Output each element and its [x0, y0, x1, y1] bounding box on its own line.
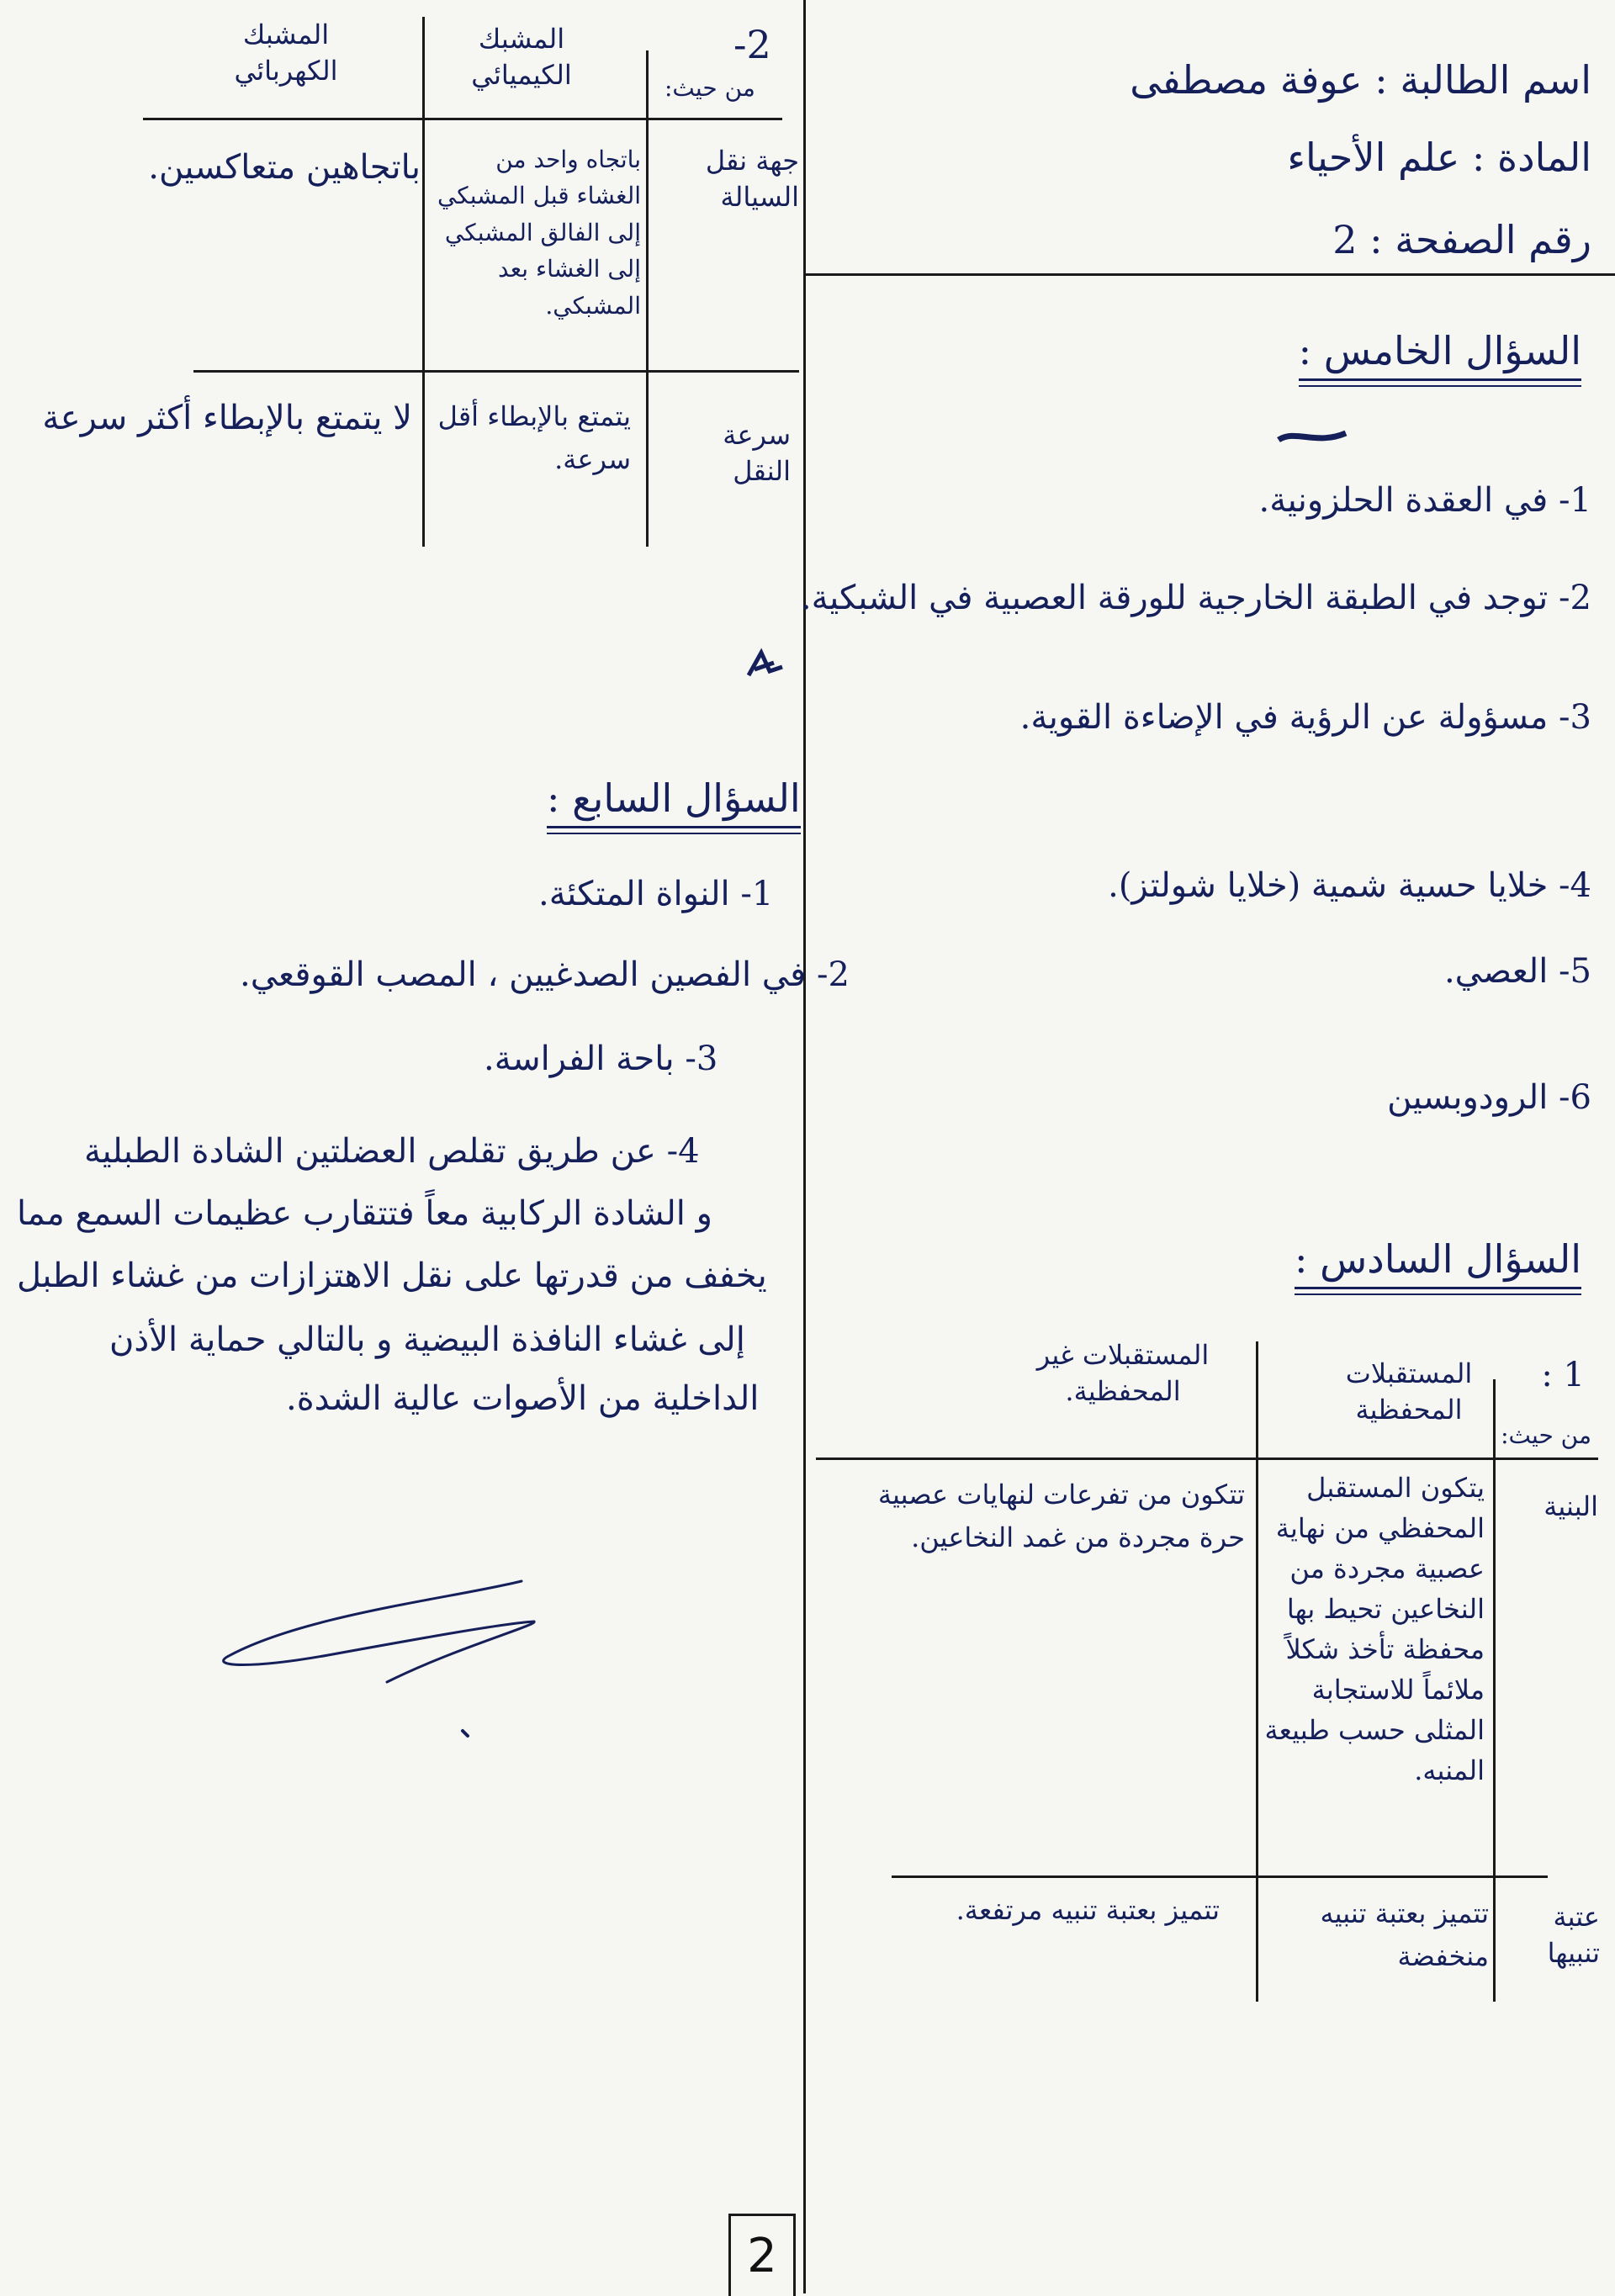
- footer-page-number: 2: [728, 2214, 796, 2296]
- q6-number: 1 :: [1541, 1356, 1585, 1394]
- subject: المادة : علم الأحياء: [1287, 135, 1591, 180]
- q7-answer-1: 1- النواة المتكئة.: [538, 875, 774, 913]
- q6-corner-label: من حيث:: [1501, 1421, 1591, 1449]
- q6-title: السؤال السادس :: [1295, 1236, 1581, 1289]
- q6-row1-adapt: يتكون المستقبل المحفظي من نهاية عصبية مجردة من النخاعين تحيط بها محفظة تأخذ شكلاً ملائماً للاستجابة المثلى حسب طبيعة المنبه.: [1264, 1472, 1485, 1786]
- q6-row1-nonadapt: تتكون من تفرعات لنهايات عصبية حرة مجردة من غمد النخاعين.: [877, 1479, 1245, 1554]
- q5-title: السؤال الخامس :: [1299, 328, 1581, 381]
- page-number-label: رقم الصفحة : 2: [1332, 217, 1591, 262]
- q6-row-line: [892, 1875, 1548, 1878]
- q-table2-vline-2: [422, 17, 425, 547]
- q-table2-row2-elec: لا يتمتع بالإبطاء أكثر سرعة: [42, 399, 412, 437]
- q5-answer-4: 4- خلايا حسية شمية (خلايا شولتز).: [1108, 866, 1591, 905]
- q7-answer-4-line-1: 4- عن طريق تقلص العضلتين الشادة الطبلية: [84, 1132, 700, 1171]
- q-table2-row2-label: سرعة النقل: [723, 419, 791, 488]
- q5-answer-6: 6- الرودوبسين: [1387, 1078, 1591, 1117]
- q6-vline-1: [1493, 1379, 1496, 2002]
- q7-answer-4-line-5: الداخلية من الأصوات عالية الشدة.: [286, 1379, 760, 1418]
- q-table2-row1-label: جهة نقل السيالة: [705, 145, 799, 214]
- q7-title: السؤال السابع :: [547, 775, 801, 828]
- column-divider: [803, 0, 806, 2293]
- signature-scribble: [202, 1564, 564, 1749]
- q6-row2-nonadapt: تتميز بعتبة تنبيه مرتفعة.: [956, 1894, 1220, 1926]
- q6-row2-label: عتبة تنبيها: [1547, 1901, 1600, 1970]
- q6-col-nonadapt: المستقبلات غير المحفظية.: [1036, 1339, 1210, 1408]
- student-name: اسم الطالبة : عوفة مصطفى: [1130, 57, 1591, 103]
- q5-answer-2: 2- توجد في الطبقة الخارجية للورقة العصبية في الشبكية.: [800, 579, 1591, 617]
- q7-answer-4-line-3: يخفف من قدرتها على نقل الاهتزازات من غشاء الطبل: [17, 1256, 767, 1295]
- q7-answer-4-line-4: إلى غشاء النافذة البيضية و بالتالي حماية الأذن: [109, 1320, 745, 1359]
- q6-row1-label: البنية: [1544, 1490, 1598, 1522]
- q-table2-vline-1: [646, 50, 649, 547]
- q7-answer-4-line-2: و الشادة الركابية معاً فتتقارب عظيمات السمع مما: [17, 1194, 712, 1233]
- q7-answer-2: 2- في الفصين الصدغيين ، المصب القوقعي.: [240, 955, 850, 994]
- q-table2-header-line: [143, 118, 782, 120]
- q-table2-row1-elec: باتجاهين متعاكسين.: [148, 148, 421, 187]
- q-table2-row-line: [193, 370, 799, 373]
- ink-mark-1: [744, 646, 786, 684]
- q6-col-adapt: المستقبلات المحفظية: [1345, 1357, 1473, 1426]
- q5-answer-1: 1- في العقدة الحلزونية.: [1258, 481, 1591, 520]
- q6-row2-adapt: تتميز بعتبة تنبيه منخفضة: [1320, 1897, 1489, 1973]
- q6-header-line: [816, 1457, 1598, 1460]
- q-table2-corner: من حيث:: [665, 74, 755, 102]
- q5-answer-3: 3- مسؤولة عن الرؤية في الإضاءة القوية.: [1019, 698, 1591, 737]
- q5-answer-5: 5- العصي.: [1443, 952, 1591, 991]
- q-table2-row1-chem: باتجاه واحد من الغشاء قبل المشبكي إلى الفالق المشبكي إلى الغشاء بعد المشبكي.: [437, 145, 641, 320]
- header-separator: [803, 273, 1615, 276]
- q7-answer-3: 3- باحة الفراسة.: [484, 1040, 718, 1078]
- q-table2-col-chem: المشبك الكيميائي: [471, 23, 572, 92]
- q-table2-row2-chem: يتمتع بالإبطاء أقل سرعة.: [437, 400, 631, 476]
- ink-mark-2: [1274, 425, 1350, 450]
- q-table2-col-elec: المشبك الكهربائي: [234, 19, 338, 87]
- q-table2-number: 2-: [733, 22, 771, 67]
